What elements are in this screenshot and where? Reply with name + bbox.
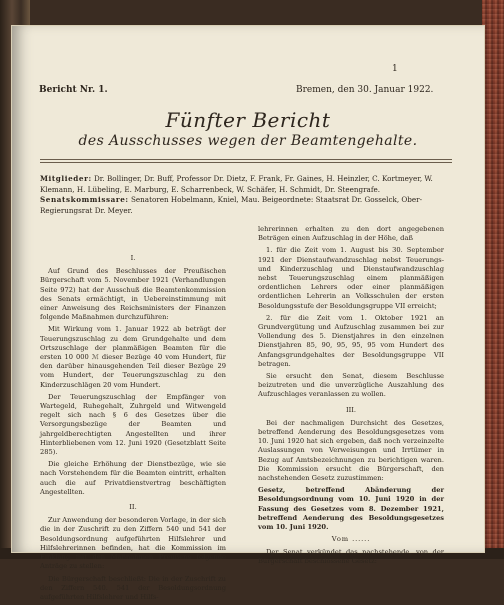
committee-members <box>40 174 450 216</box>
document-subtitle: des Ausschusses wegen der Beamtengehalte. <box>78 133 418 149</box>
paragraph: Auf Grund des Beschlusses der Preußischen Bürgerschaft vom 5. November 1921 (Verhandlungen Seite 972) hat der Ausschuß die Beamtenkommission des Senats ermächtigt, in Uebereinstimmung mit einer Anweisung des Reichsministers der Finanzen folgende Maßnahmen durchzuführen: <box>40 267 226 322</box>
section-heading-3: III. <box>345 405 357 414</box>
paragraph: Der Teuerungszuschlag der Empfänger von Wartegeld, Ruhegehalt, Zuhrgeld und Witwengeld regelt sich nach § 6 des Gesetzes über die Versorgungsbezüge der Beamten und jahrgeldberechtigten Angestellten und ihrer Hinterbliebenen vom 12. Juni 1920 (Gesetzblatt Seite 285). <box>40 392 226 457</box>
senate-label: Senatskommissare: <box>40 195 129 204</box>
page-number: 1 <box>392 64 398 74</box>
page-edges <box>482 0 504 559</box>
members-text: Dr. Bollinger, Dr. Buff, Professor Dr. Dietz, F. Frank, Fr. Gaines, H. Heinzler, C. Kortmeyer, W. Klemann, H. Lübeling, E. Marburg, E. Scharrenbeck, W. Schäfer, H. Schmidt, Dr. Steengrafe. <box>40 174 433 194</box>
senate-text: Senatoren Hobelmann, Kniel, Mau. Beigeordnete: Staatsrat Dr. Gosselck, Ober-Regierungsrat Dr. Meyer. <box>40 195 423 215</box>
paragraph: Bei der nachmaligen Durchsicht des Gesetzes, betreffend Aenderung des Besoldungsgesetzes vom 10. Juni 1920 hat sich ergeben, daß noch verzeinzelte Auslassungen von Verweisungen und Irrtümer in Bezug auf Amtsbezeichnungen zu berichtigen waren. Die Kommission ersucht die Bürgerschaft, den nachstehenden Gesetz zuzustimmen: <box>258 418 444 483</box>
header-rule-second <box>40 162 452 163</box>
senate-line <box>40 195 450 216</box>
members-label: Mitglieder: <box>40 174 92 183</box>
paragraph: Die Bürgerschaft beschließt: Die in der Zuschrift zu den Ziffern 540. 541 der Besoldungsordnung aufgeführten Hilfslehrer und Hilfs- <box>40 574 226 601</box>
paragraph: Mit Wirkung vom 1. Januar 1922 ab beträgt der Teuerungszuschlag zu dem Grundgehalte und dem Ortszuschlage der planmäßigen Beamten für die ersten 10 000 ℳ dieser Bezüge 40 vom Hundert, für den darüber hinausgehenden Teil dieser Bezüge 29 vom Hundert, der Teuerungszuschlag zu den Kinderzuschlägen 20 vom Hundert. <box>40 325 226 389</box>
document-page <box>12 26 484 601</box>
law-title: Gesetz, betreffend Abänderung der Besoldungsordnung vom 10. Juni 1920 in der Fassung des Gesetzes vom 8. Dezember 1921, betreffend Aenderung des Besoldungsgesetzes vom 10. Juni 1920. <box>258 486 444 532</box>
header-rule <box>40 159 452 160</box>
section-heading-2: II. <box>129 503 137 512</box>
report-date: Bremen, den 30. Januar 1922. <box>296 85 434 95</box>
document-title: Fünfter Bericht <box>165 108 331 132</box>
paragraph: lehrerinnen erhalten zu den dort angegebenen Beträgen einen Aufzuschlag in der Höhe, daß <box>258 225 444 243</box>
paragraph: Sie ersucht den Senat, diesem Beschlusse beizutreten und die unverzügliche Auszahlung des Aufzuschlages veranlassen zu wollen. <box>258 372 444 399</box>
paragraph: Zur Anwendung der besonderen Vorlage, in der sich die in der Zuschrift zu den Ziffern 540 und 541 der Besoldungsordnung aufgeführten Hilfslehrer und Hilfslehrerinnen befinden, hat die Kommission im Einklang mit den Maßnahmen Preußens folgende Anträge zu stellen: <box>40 516 226 571</box>
list-item: 2. für die Zeit vom 1. Oktober 1921 an Grundvergütung und Aufzuschlag zusammen bei zur Vollendung des 5. Dienstjahres in den einzelnen Dienstjahren 85, 90, 95, 95, 95 vom Hundert des Anfangsgrundgehaltes der Besoldungsgruppe VII betragen. <box>258 313 444 368</box>
right-column <box>258 225 444 569</box>
paragraph: Die gleiche Erhöhung der Dienstbezüge, wie sie nach Vorstehendem für die Beamten eintritt, erhalten auch die auf Privatdienstvertrag beschäftigten Angestellten. <box>40 460 226 496</box>
section-heading-1: I. <box>130 254 136 262</box>
left-column <box>40 248 226 605</box>
list-item: 1. für die Zeit vom 1. August bis 30. September 1921 der Dienstaufwandzuschlag nebst Teuerungs- und Kinderzuschlag und Dienstaufwandzuschlag nebst Teuerungszuschlag einem planmäßigen ordentlichen Lehrers oder einer planmäßigen ordentlichen Lehrerin an Volksschulen der ersten Besoldungsstufe der Besoldungsgruppe VII erreicht; <box>258 246 444 310</box>
law-date-line: Vom ...... <box>331 535 371 544</box>
report-number: Bericht Nr. 1. <box>39 85 108 95</box>
paragraph: Der Senat verkündet das nachstehende, von der Bürgerschaft beschlossene Gesetz: <box>258 547 444 565</box>
members-line <box>40 174 450 195</box>
